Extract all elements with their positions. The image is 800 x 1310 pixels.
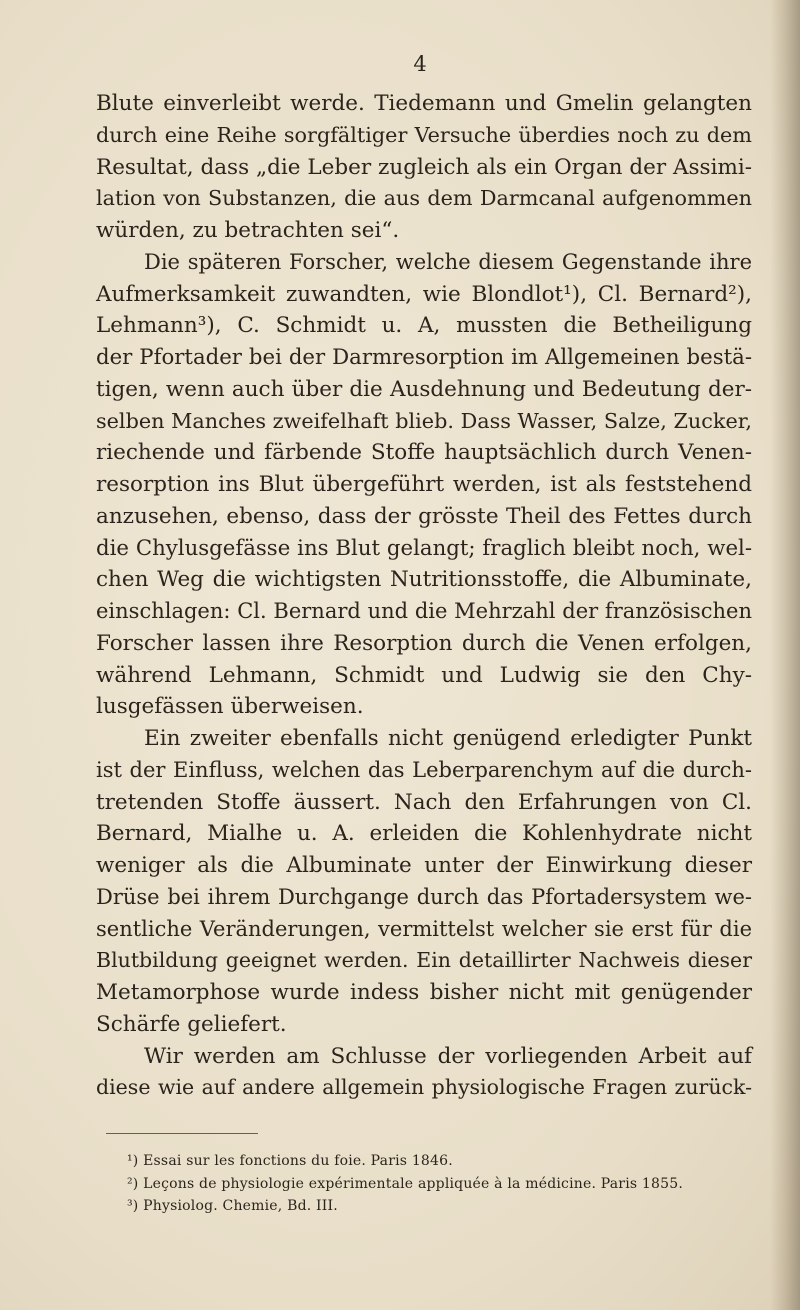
body-text — [96, 88, 752, 1104]
text-line: während Lehmann, Schmidt und Ludwig sie den Chy- — [96, 662, 752, 688]
text-line: lation von Substanzen, die aus dem Darmcanal aufgenommen — [96, 186, 752, 211]
text-line: weniger als die Albuminate unter der Einwirkung dieser — [96, 853, 752, 878]
text-line: Aufmerksamkeit zuwandten, wie Blondlot¹), Cl. Bernard²), — [96, 281, 752, 307]
footnote-divider — [106, 1133, 258, 1134]
text-line: riechende und färbende Stoffe hauptsächlich durch Venen- — [96, 440, 752, 466]
text-line: anzusehen, ebenso, dass der grösste Theil des Fettes durch — [96, 503, 752, 529]
text-line: Die späteren Forscher, welche diesem Gegenstande ihre — [144, 249, 752, 274]
text-line: Blutbildung geeignet werden. Ein detaillirter Nachweis dieser — [96, 948, 752, 973]
text-line: Schärfe geliefert. — [96, 1011, 287, 1037]
text-line: chen Weg die wichtigsten Nutritionsstoffe, die Albuminate, — [96, 567, 752, 593]
footnotes — [127, 1150, 767, 1218]
text-line: diese wie auf andere allgemein physiologische Fragen zurück- — [96, 1075, 752, 1100]
footnote: ²) Leçons de physiologie expérimentale appliquée à la médicine. Paris 1855. — [127, 1175, 683, 1192]
text-line: Metamorphose wurde indess bisher nicht mit genügender — [96, 980, 752, 1005]
text-line: die Chylusgefässe ins Blut gelangt; fraglich bleibt noch, wel- — [96, 535, 752, 561]
text-line: Ein zweiter ebenfalls nicht genügend erledigter Punkt — [144, 726, 752, 751]
text-line: würden, zu betrachten sei“. — [96, 218, 400, 243]
text-line: Bernard, Mialhe u. A. erleiden die Kohlenhydrate nicht — [96, 821, 752, 847]
text-line: durch eine Reihe sorgfältiger Versuche überdies noch zu dem — [96, 122, 752, 147]
text-line: sentliche Veränderungen, vermittelst welcher sie erst für die — [96, 916, 752, 941]
text-line: lusgefässen überweisen. — [96, 694, 364, 720]
text-line: Blute einverleibt werde. Tiedemann und Gmelin gelangten — [96, 91, 752, 116]
text-line: resorption ins Blut übergeführt werden, ist als feststehend — [96, 472, 752, 497]
text-line: Wir werden am Schlusse der vorliegenden Arbeit auf — [144, 1043, 752, 1069]
text-line: ist der Einfluss, welchen das Leberparenchym auf die durch- — [96, 757, 752, 782]
text-line: einschlagen: Cl. Bernard und die Mehrzahl der französischen — [96, 599, 752, 623]
text-line: tretenden Stoffe äussert. Nach den Erfahrungen von Cl. — [96, 789, 752, 815]
text-line: der Pfortader bei der Darmresorption im Allgemeinen bestä- — [96, 345, 752, 370]
text-line: Drüse bei ihrem Durchgange durch das Pfortadersystem we- — [96, 884, 752, 909]
text-line: Lehmann³), C. Schmidt u. A, mussten die Betheiligung — [96, 313, 752, 339]
footnote: ³) Physiolog. Chemie, Bd. III. — [127, 1198, 338, 1214]
text-line: Resultat, dass „die Leber zugleich als ein Organ der Assimi- — [96, 154, 752, 180]
footnote: ¹) Essai sur les fonctions du foie. Paris 1846. — [127, 1153, 453, 1169]
text-line: Forscher lassen ihre Resorption durch die Venen erfolgen, — [96, 630, 752, 656]
page-number: 4 — [413, 52, 427, 76]
text-line: tigen, wenn auch über die Ausdehnung und Bedeutung der- — [96, 376, 752, 402]
text-line: selben Manches zweifelhaft blieb. Dass Wasser, Salze, Zucker, — [96, 408, 752, 433]
